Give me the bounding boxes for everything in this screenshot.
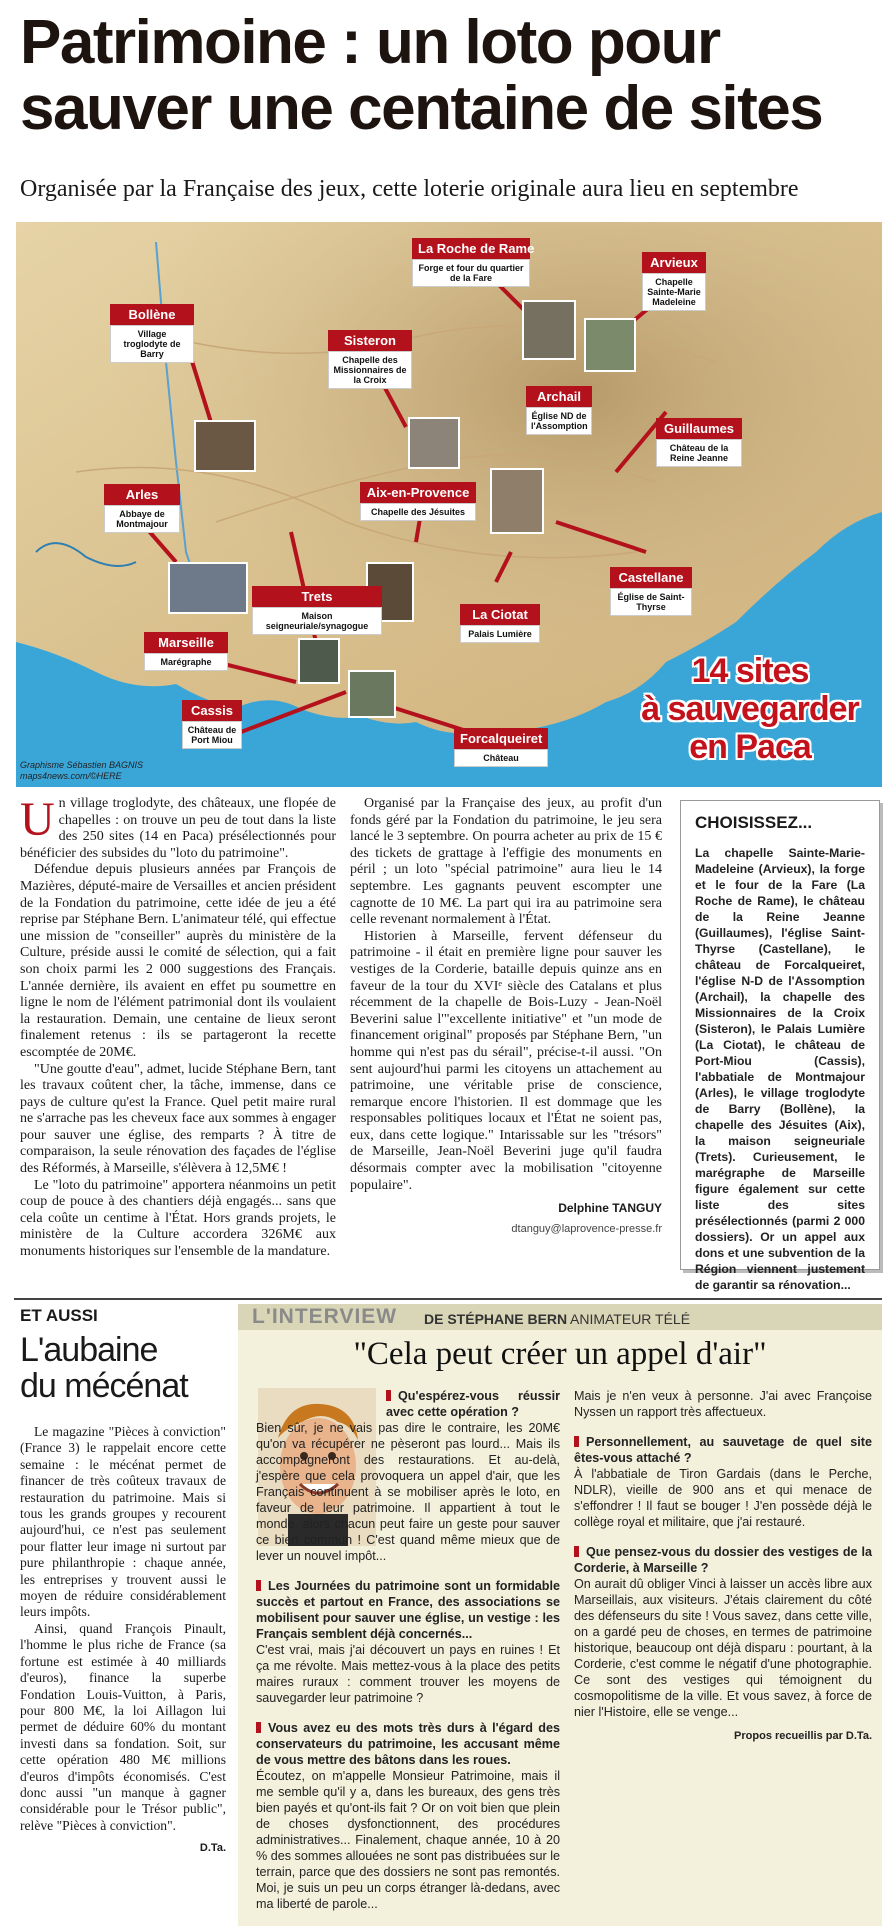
- site-name: La Roche de Rame: [412, 238, 530, 259]
- site-desc: Forge et four du quartier de la Fare: [412, 259, 530, 287]
- map-label-arvieux: [642, 252, 706, 311]
- map-credit: [20, 760, 143, 782]
- etaussi-title-line-1: L'aubaine: [20, 1331, 158, 1369]
- box-text: La chapelle Sainte-Marie-Madeleine (Arvieux), la forge et le four de la Fare (La Roche de Rame), le château de la Reine Jeanne (Guillaumes), l'église Saint-Thyrse (Castellane), le château de Forcalqueiret, l'église N-D de l'Assomption (Archail), la chapelle des Missionnaires de la Croix (Sisteron), le Palais Lumière (La Ciotat), le château de Port-Miou (Cassis), l'abbatiale de Montmajour (Arles), le village troglodyte de Barry (Bollène), la chapelle des Jésuites (Aix), la maison seigneuriale (Trets). Curieusement, le marégraphe de Marseille figure également sur cette liste des sites présélectionnés (parmi 2 000 dossiers). Or un appel aux dons et une subvention de la Région viennent justement de garantir sa rénovation...: [695, 846, 865, 1292]
- photo-roche-de-rame: [522, 300, 576, 360]
- photo-arles: [168, 562, 248, 614]
- site-name: Marseille: [144, 632, 228, 653]
- etaussi-column: [20, 1424, 226, 1857]
- article-paragraph: Défendue depuis plusieurs années par François de Mazières, député-maire de Versailles et ancien président de la Fondation du patrimoine, cette idée de jeu a été reprise par Stéphane Bern. L'animateur télé, qui effectue une mission de "conseiller" auprès du ministère de la Culture, préside aussi le comité de sélection, qui a fait son choix parmi les 2 000 suggestions des Français. L'année dernière, ils avaient en effet pu soumettre en ligne le nom de l'élément patrimonial dont ils voulaient la restauration. Demain, une centaine de lieux seront finalement retenus : ils se partageront la recette escomptée de 20M€.: [20, 862, 336, 1060]
- interview-column-1: [256, 1388, 560, 1912]
- site-desc: Chapelle Sainte-Marie Madeleine: [642, 273, 706, 311]
- site-name: Bollène: [110, 304, 194, 325]
- site-desc: Château de Port Miou: [182, 721, 242, 749]
- subtitle: Organisée par la Française des jeux, cette loterie originale aura lieu en septembre: [20, 176, 799, 202]
- site-name: Arles: [104, 484, 180, 505]
- map-label-trets: [252, 586, 382, 635]
- big-caption-line-3: en Paca: [689, 728, 811, 766]
- article-column-2: [350, 796, 662, 1237]
- article-column-1: [20, 793, 336, 1261]
- map-label-castellane: [610, 567, 692, 616]
- map-label-guillaumes: [656, 418, 742, 467]
- interview-kicker: L'INTERVIEW: [252, 1305, 398, 1328]
- interview-de: DE STÉPHANE BERN: [424, 1311, 568, 1327]
- interview-question: Qu'espérez-vous réussir avec cette opération ?: [256, 1388, 560, 1420]
- article-paragraph: "Une goutte d'eau", admet, lucide Stéphane Bern, tant les travaux coûtent cher, la tâche, immense, dans ce pays de culture qu'est la France. Quel petit maire rural ne s'arrache pas les cheveux face aux sommes à engager pour sauver une église, des remparts ? À titre de comparaison, la seule rénovation des façades de l'église des Réformés, à Marseille, s'élèvera à 12,5M€ !: [20, 1061, 336, 1177]
- site-name: La Ciotat: [460, 604, 540, 625]
- map-label-cassis: [182, 700, 242, 749]
- site-name: Sisteron: [328, 330, 412, 351]
- article-paragraph: Organisé par la Française des jeux, au profit d'un fonds géré par la Fondation du patrimoine, le jeu sera lancé le 3 septembre. On pourra acheter au prix de 15 € des tickets de grattage à l'effigie des monuments en péril ; un loto "spécial patrimoine" aura lieu le 14 septembre. Les gagnants peuvent escompter une cagnotte de 10 M€. La part qui ira au patrimoine sera celle revenant normalement à l'État.: [350, 796, 662, 928]
- site-desc: Chapelle des Missionnaires de la Croix: [328, 351, 412, 389]
- map-label-aix: [360, 482, 476, 521]
- site-name: Aix-en-Provence: [360, 482, 476, 503]
- interview-answer: Bien sûr, je ne vais pas dire le contraire, les 20M€ qu'on va récupérer ne pèseront pas lourd... Mais ils accompagneront des restaurations. Et au-delà, j'espère que cela provoquera un appel d'air, que les Français continuent à se mobiliser après le loto, en faveur de leur patrimoine. Il appartient à tout le monde, alors chacun peut faire un geste pour sauver ce bien commun ! C'est quand même mieux que de lever un nouvel impôt...: [256, 1421, 560, 1563]
- site-desc: Château de la Reine Jeanne: [656, 439, 742, 467]
- interview-answer: Mais je n'en veux à personne. J'ai avec Françoise Nyssen un rapport très affectueux.: [574, 1389, 872, 1419]
- photo-archail: [490, 468, 544, 534]
- photo-bollene: [194, 420, 256, 472]
- map-label-la-ciotat: [460, 604, 540, 643]
- interview-answer: C'est vrai, mais j'ai découvert un pays en ruines ! Et ça me révolte. Mais mettez-vous à la place des petits maires ruraux : comment trouver les moyens de sauvegarder leur patrimoine ?: [256, 1643, 560, 1705]
- interview-question: Personnellement, au sauvetage de quel site êtes-vous attaché ?: [574, 1435, 872, 1465]
- map-label-bollene: [110, 304, 194, 363]
- photo-arvieux: [584, 318, 636, 372]
- interview-answer: On aurait dû obliger Vinci à laisser un accès libre aux Marseillais, aux visiteurs. J'étais clairement du côté des défenseurs du site ! Vous savez, dans cette ville, on a gardé peu de choses, en termes de patrimoine historique, beaucoup ont déjà disparu : pourtant, à la Corderie, c'est comme le négatif d'une photographie. Ce sont des vestiges qui témoignent du cosmopolitisme de la ville. Et vous savez, à force de nier l'Histoire, elle se venge...: [574, 1577, 872, 1719]
- site-desc: Marégraphe: [144, 653, 228, 671]
- article-paragraph: Le "loto du patrimoine" apportera néanmoins un petit coup de pouce à des chantiers déjà engagés... sans que cela coûte un centime à l'État. Hors grands projets, le ministère de la Culture accordera 326M€ aux monuments historiques sur l'ensemble de la mandature.: [20, 1177, 336, 1260]
- etaussi-paragraph: Ainsi, quand François Pinault, l'homme le plus riche de France (sa fortune est estimée à 40 milliards d'euros), finance la superbe Fondation Louis-Vuitton, à Paris, pour 800 M€, la loi Aillagon lui permet de déduire 60% du montant investi dans sa fondation. Soit, sur cette opération 480 M€ millions d'euros d'impôts économisés. C'est donc aussi "un manque à gagner considérable pour le Trésor public", relève "Pièces à conviction".: [20, 1620, 226, 1833]
- map-label-roche-de-rame: [412, 238, 535, 287]
- site-desc: Maison seigneuriale/synagogue: [252, 607, 382, 635]
- big-caption-line-1: 14 sites: [691, 652, 809, 690]
- article-paragraph: Historien à Marseille, fervent défenseur du patrimoine - il était en première ligne pour sauver les vestiges de la Corderie, bataille depuis quinze ans en faveur de la tour du XVIᵉ siècle des Catalans et plus récemment de la chapelle de Bois-Luzy - Jean-Noël Beverini salue l'"excellente initiative" et "un mode de financement original" proposés par Stéphane Bern, "un homme qui n'est pas du sérail", précise-t-il aussi. "On sent aujourd'hui parmi les citoyens un attachement au patrimoine, une véritable prise de conscience, remarque encore l'historien. Il est dommage que les responsables politiques locaux et l'État ne soient pas, eux, dans cette logique." Intarissable sur les "trésors" de Marseille, Jean-Noël Beverini juge qu'il faudra désormais compter avec la mobilisation "citoyenne populaire".: [350, 928, 662, 1193]
- site-name: Cassis: [182, 700, 242, 721]
- article-byline: Delphine TANGUY: [558, 1201, 662, 1216]
- interview-column-2: [574, 1388, 872, 1744]
- article-email[interactable]: dtanguy@laprovence-presse.fr: [511, 1222, 662, 1235]
- site-name: Trets: [252, 586, 382, 607]
- site-desc: Château: [454, 749, 548, 767]
- map-label-sisteron: [328, 330, 412, 389]
- map-label-marseille: [144, 632, 228, 671]
- choisissez-box: [680, 800, 880, 1292]
- interview-header: [238, 1304, 882, 1330]
- article-paragraph: n village troglodyte, des châteaux, une flopée de chapelles : on trouve un peu de tout dans la liste des 250 sites (14 en Paca) présélectionnés pour bénéficier des subsides du "loto du patrimoine".: [20, 796, 336, 861]
- site-name: Forcalqueiret: [454, 728, 548, 749]
- interview-quote: "Cela peut créer un appel d'air": [353, 1336, 767, 1372]
- site-desc: Chapelle des Jésuites: [360, 503, 476, 521]
- photo-marseille: [348, 670, 396, 718]
- headline-line-1: Patrimoine : un loto pour: [20, 8, 720, 77]
- etaussi-kicker: ET AUSSI: [20, 1306, 98, 1325]
- map-label-arles: [104, 484, 180, 533]
- etaussi-title-line-2: du mécénat: [20, 1367, 188, 1405]
- map-label-forcalqueiret: [454, 728, 548, 767]
- interview-role: ANIMATEUR TÉLÉ: [570, 1311, 691, 1327]
- etaussi-sign: D.Ta.: [199, 1842, 226, 1855]
- section-divider: [14, 1298, 882, 1300]
- site-name: Castellane: [610, 567, 692, 588]
- site-name: Arvieux: [642, 252, 706, 273]
- credit-line-2: maps4news.com/©HERE: [20, 771, 122, 781]
- site-name: Archail: [526, 386, 592, 407]
- site-desc: Église de Saint-Thyrse: [610, 588, 692, 616]
- etaussi-title: [20, 1332, 188, 1404]
- photo-trets: [298, 638, 340, 684]
- interview-sign: Propos recueillis par D.Ta.: [734, 1730, 872, 1742]
- site-desc: Palais Lumière: [460, 625, 540, 643]
- dropcap: U: [20, 793, 55, 846]
- site-name: Guillaumes: [656, 418, 742, 439]
- interview-answer: Écoutez, on m'appelle Monsieur Patrimoine, mais il me semble qu'il y a, dans les bureaux, des gens très bien payés et qu'ont-ils fait ? Or on voit bien que plein de choses dysfonctionnent, des procédures administratives... Finalement, chaque année, 10 à 20 % des sommes allouées ne sont pas distribuées sur le terrain, parce que des dossiers ne sont pas remontés. Moi, je suis un peu un corps étranger là-dedans, avec ma liberté de parole...: [256, 1769, 560, 1911]
- etaussi-paragraph: Le magazine "Pièces à conviction" (France 3) le rappelait encore cette semaine : le mécénat permet de financer de très coûteux travaux de restauration du patrimoine. Mais si tous les grands groupes y recourent aujourd'hui, ce n'est pas seulement pour flatter leur image ni surtout par pure philanthropie : chaque année, les entreprises y trouvent aussi le moyen de réduire considérablement leurs impôts.: [20, 1424, 226, 1620]
- interview-question: Les Journées du patrimoine sont un formidable succès et partout en France, des associations se mobilisent pour sauver une église, un vestige : les Français semblent déjà concernés...: [256, 1579, 560, 1641]
- interview-question: Que pensez-vous du dossier des vestiges de la Corderie, à Marseille ?: [574, 1545, 872, 1575]
- credit-line-1: Graphisme Sébastien BAGNIS: [20, 760, 144, 770]
- site-desc: Église ND de l'Assomption: [526, 407, 592, 435]
- headline-line-2: sauver une centaine de sites: [20, 74, 823, 143]
- interview-answer: À l'abbatiale de Tiron Gardais (dans le Perche, NDLR), vieille de 900 ans et qui menace de s'effondrer ! Il faut se bouger ! J'en possède déjà le collège royal et militaire, que j'ai restauré.: [574, 1467, 872, 1529]
- map-label-archail: [526, 386, 592, 435]
- headline: [20, 10, 890, 142]
- site-desc: Village troglodyte de Barry: [110, 325, 194, 363]
- box-title: CHOISISSEZ...: [695, 813, 813, 832]
- site-desc: Abbaye de Montmajour: [104, 505, 180, 533]
- interview-question: Vous avez eu des mots très durs à l'égard des conservateurs du patrimoine, les accusant même de vous mettre des bâtons dans les roues.: [256, 1721, 560, 1767]
- photo-sisteron: [408, 417, 460, 469]
- big-caption-line-2: à sauvegarder: [641, 690, 859, 728]
- map-big-caption: [630, 652, 870, 766]
